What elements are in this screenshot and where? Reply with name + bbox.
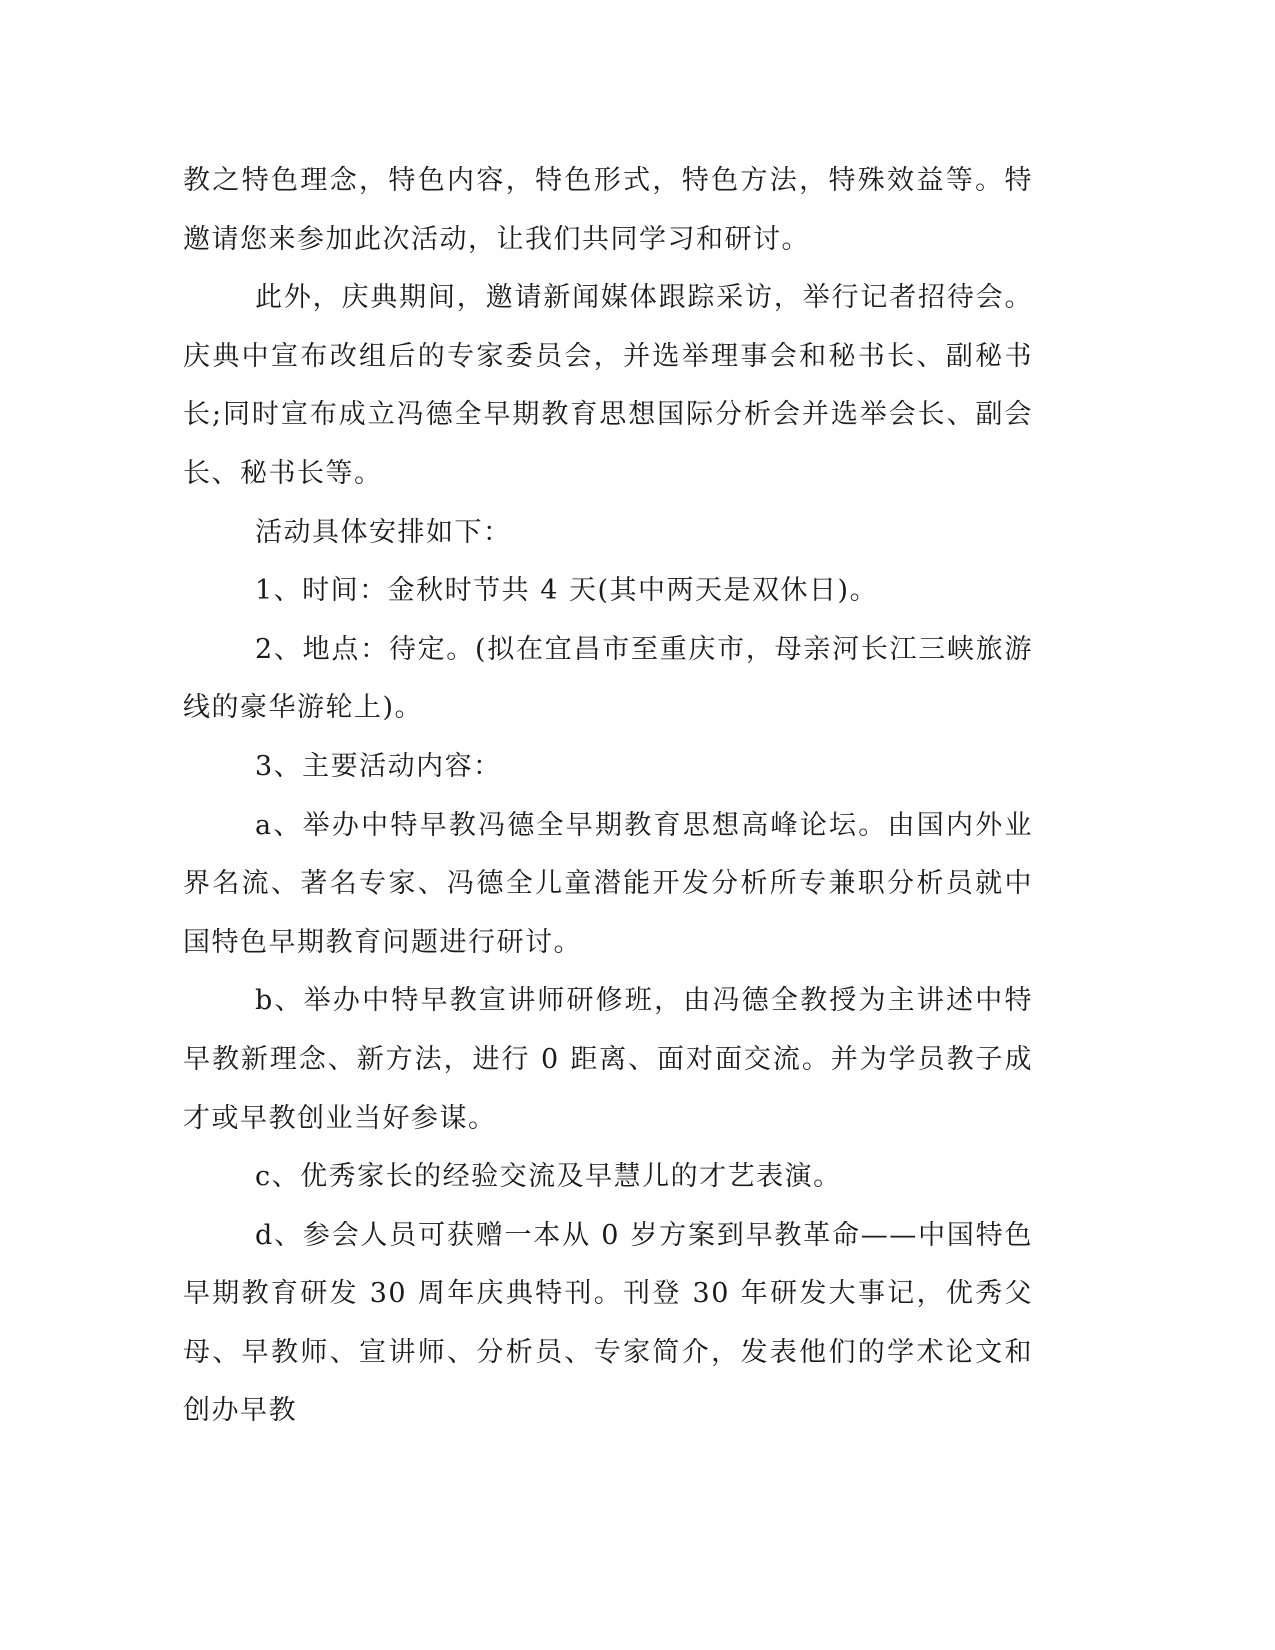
paragraph-activity-c: c、优秀家长的经验交流及早慧儿的才艺表演。 (255, 1161, 842, 1193)
document-body (183, 152, 1033, 1441)
paragraph-activity-d: d、参会人员可获赠一本从 0 岁方案到早教革命——中国特色早期教育研发 30 周年庆典特刊。刊登 30 年研发大事记，优秀父母、早教师、宣讲师、分析员、专家简介，发表他们的学术论文和创办早教 (183, 1219, 1033, 1427)
paragraph-main-activities-heading: 3、主要活动内容： (255, 750, 502, 782)
paragraph-intro-continuation: 教之特色理念，特色内容，特色形式，特色方法，特殊效益等。特邀请您来参加此次活动，让我们共同学习和研讨。 (183, 165, 1033, 255)
paragraph-time: 1、时间：金秋时节共 4 天(其中两天是双休日)。 (255, 575, 879, 607)
paragraph-arrangement-heading: 活动具体安排如下： (255, 516, 512, 548)
paragraph-activity-b: b、举办中特早教宣讲师研修班，由冯德全教授为主讲述中特早教新理念、新方法，进行 0 距离、面对面交流。并为学员教子成才或早教创业当好参谋。 (183, 985, 1033, 1134)
paragraph-celebration-media: 此外，庆典期间，邀请新闻媒体跟踪采访，举行记者招待会。庆典中宣布改组后的专家委员会，并选举理事会和秘书长、副秘书长;同时宣布成立冯德全早期教育思想国际分析会并选举会长、副会长、秘书长等。 (183, 282, 1033, 489)
paragraph-activity-a: a、举办中特早教冯德全早期教育思想高峰论坛。由国内外业界名流、著名专家、冯德全儿童潜能开发分析所专兼职分析员就中国特色早期教育问题进行研讨。 (183, 809, 1033, 958)
paragraph-location: 2、地点：待定。(拟在宜昌市至重庆市，母亲河长江三峡旅游线的豪华游轮上)。 (183, 633, 1033, 724)
